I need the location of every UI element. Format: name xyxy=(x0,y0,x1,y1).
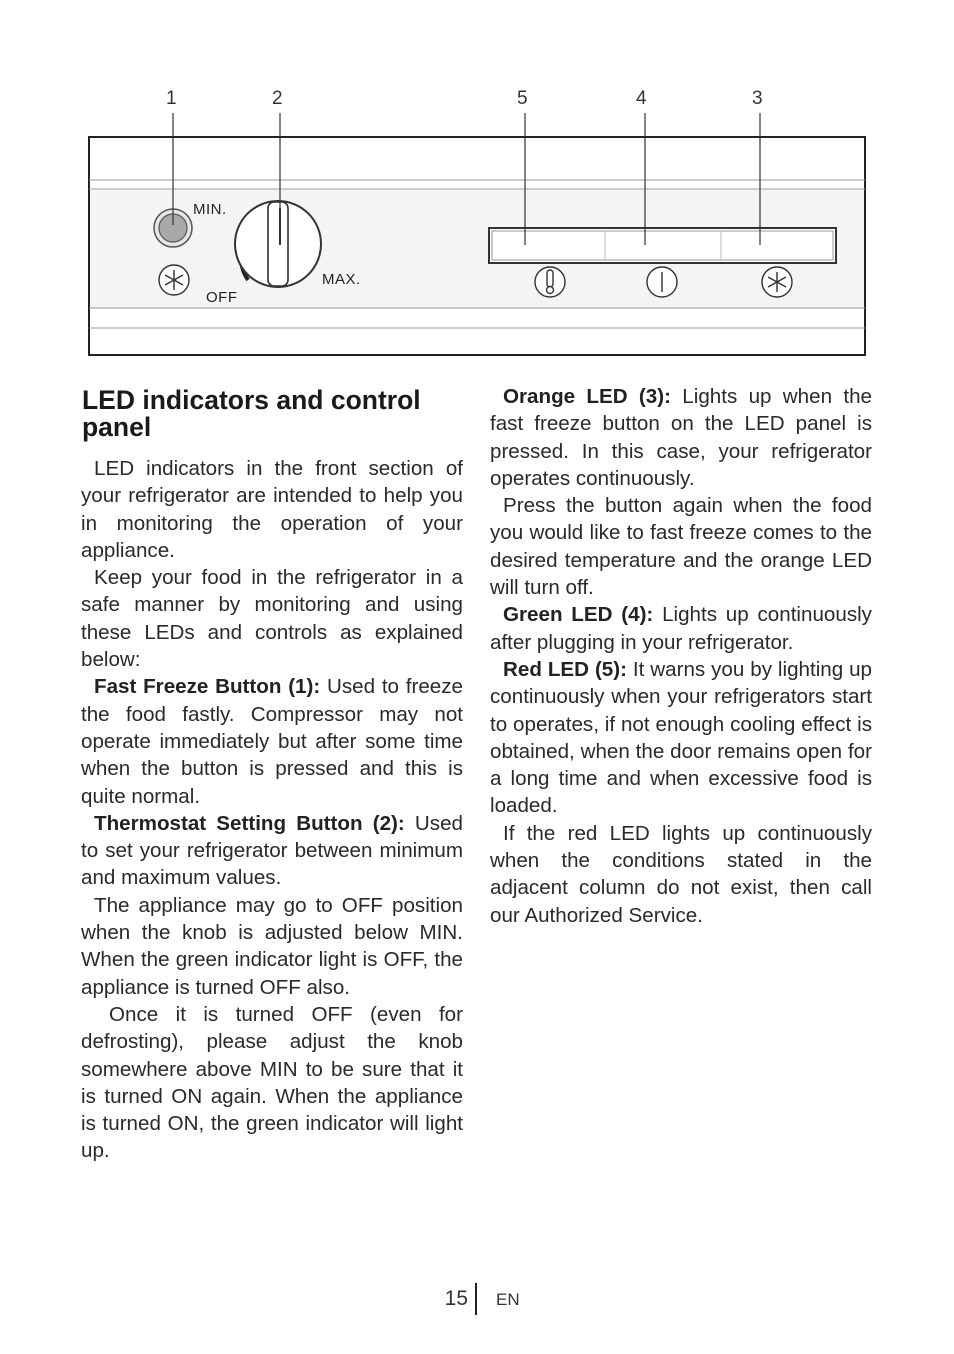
left-column xyxy=(81,455,463,1165)
led-panel xyxy=(489,228,836,263)
paragraph xyxy=(490,656,872,820)
paragraph-text: Lights up when the fast freeze button on the LED panel is pressed. In this case, your refrigerator operates continuously. xyxy=(490,385,872,490)
paragraph-text: Lights up continuously after plugging in your refrigerator. xyxy=(490,603,872,654)
paragraph: Once it is turned OFF (even for defrosting), please adjust the knob somewhere above MIN to be sure that it is turned ON again. When the appliance is turned ON, the green indicator will light up. xyxy=(81,1002,463,1163)
paragraph xyxy=(490,383,872,492)
control-panel-diagram xyxy=(0,0,954,370)
callout-1: 1 xyxy=(166,88,177,109)
min-label: MIN. xyxy=(193,201,227,218)
page-number: 15 xyxy=(444,1287,468,1310)
paragraph xyxy=(490,601,872,656)
paragraph xyxy=(81,673,463,809)
right-column xyxy=(490,383,872,929)
paragraph: LED indicators in the front section of your refrigerator are intended to help you in monitoring the operation of your appliance. xyxy=(81,457,463,562)
snowflake-icon xyxy=(159,265,189,295)
paragraph-text: Used to freeze the food fastly. Compressor may not operate immediately but after some time when the button is pressed and this is quite normal. xyxy=(81,675,463,808)
callout-5: 5 xyxy=(517,88,528,109)
footer-divider xyxy=(475,1283,477,1315)
green-led-label: Green LED (4): xyxy=(503,603,654,627)
paragraph: Press the button again when the food you would like to fast freeze comes to the desired temperature and the orange LED will turn off. xyxy=(490,494,872,600)
paragraph xyxy=(81,810,463,892)
callout-4: 4 xyxy=(636,88,647,109)
off-label: OFF xyxy=(206,289,238,306)
thermostat-label: Thermostat Setting Button (2): xyxy=(94,811,405,835)
paragraph: Keep your food in the refrigerator in a safe manner by monitoring and using these LEDs and controls as explained below: xyxy=(81,566,463,672)
orange-led-label: Orange LED (3): xyxy=(503,385,671,408)
callout-3: 3 xyxy=(752,88,763,109)
fast-freeze-label: Fast Freeze Button (1): xyxy=(94,675,321,699)
thermometer-icon xyxy=(535,267,565,297)
red-led-label: Red LED (5): xyxy=(503,657,627,681)
thermostat-knob[interactable] xyxy=(235,201,321,287)
power-icon xyxy=(647,267,677,297)
page-footer xyxy=(0,1283,954,1315)
language-code: EN xyxy=(496,1290,520,1309)
section-heading: LED indicators and control panel xyxy=(82,385,421,442)
paragraph: If the red LED lights up continuously when the conditions stated in the adjacent column do not exist, then call our Authorized Service. xyxy=(490,821,872,927)
fast-freeze-snowflake-icon xyxy=(762,267,792,297)
paragraph: The appliance may go to OFF position when the knob is adjusted below MIN. When the green indicator light is OFF, the appliance is turned OFF also. xyxy=(81,893,463,999)
paragraph-text: Used to set your refrigerator between minimum and maximum values. xyxy=(81,811,463,890)
paragraph-text: It warns you by lighting up continuously when your refrigerators start to operates, if not enough cooling effect is obtained, when the door remains open for a long time and when excessive food is loaded. xyxy=(490,657,873,818)
callout-2: 2 xyxy=(272,88,283,109)
max-label: MAX. xyxy=(322,271,361,288)
